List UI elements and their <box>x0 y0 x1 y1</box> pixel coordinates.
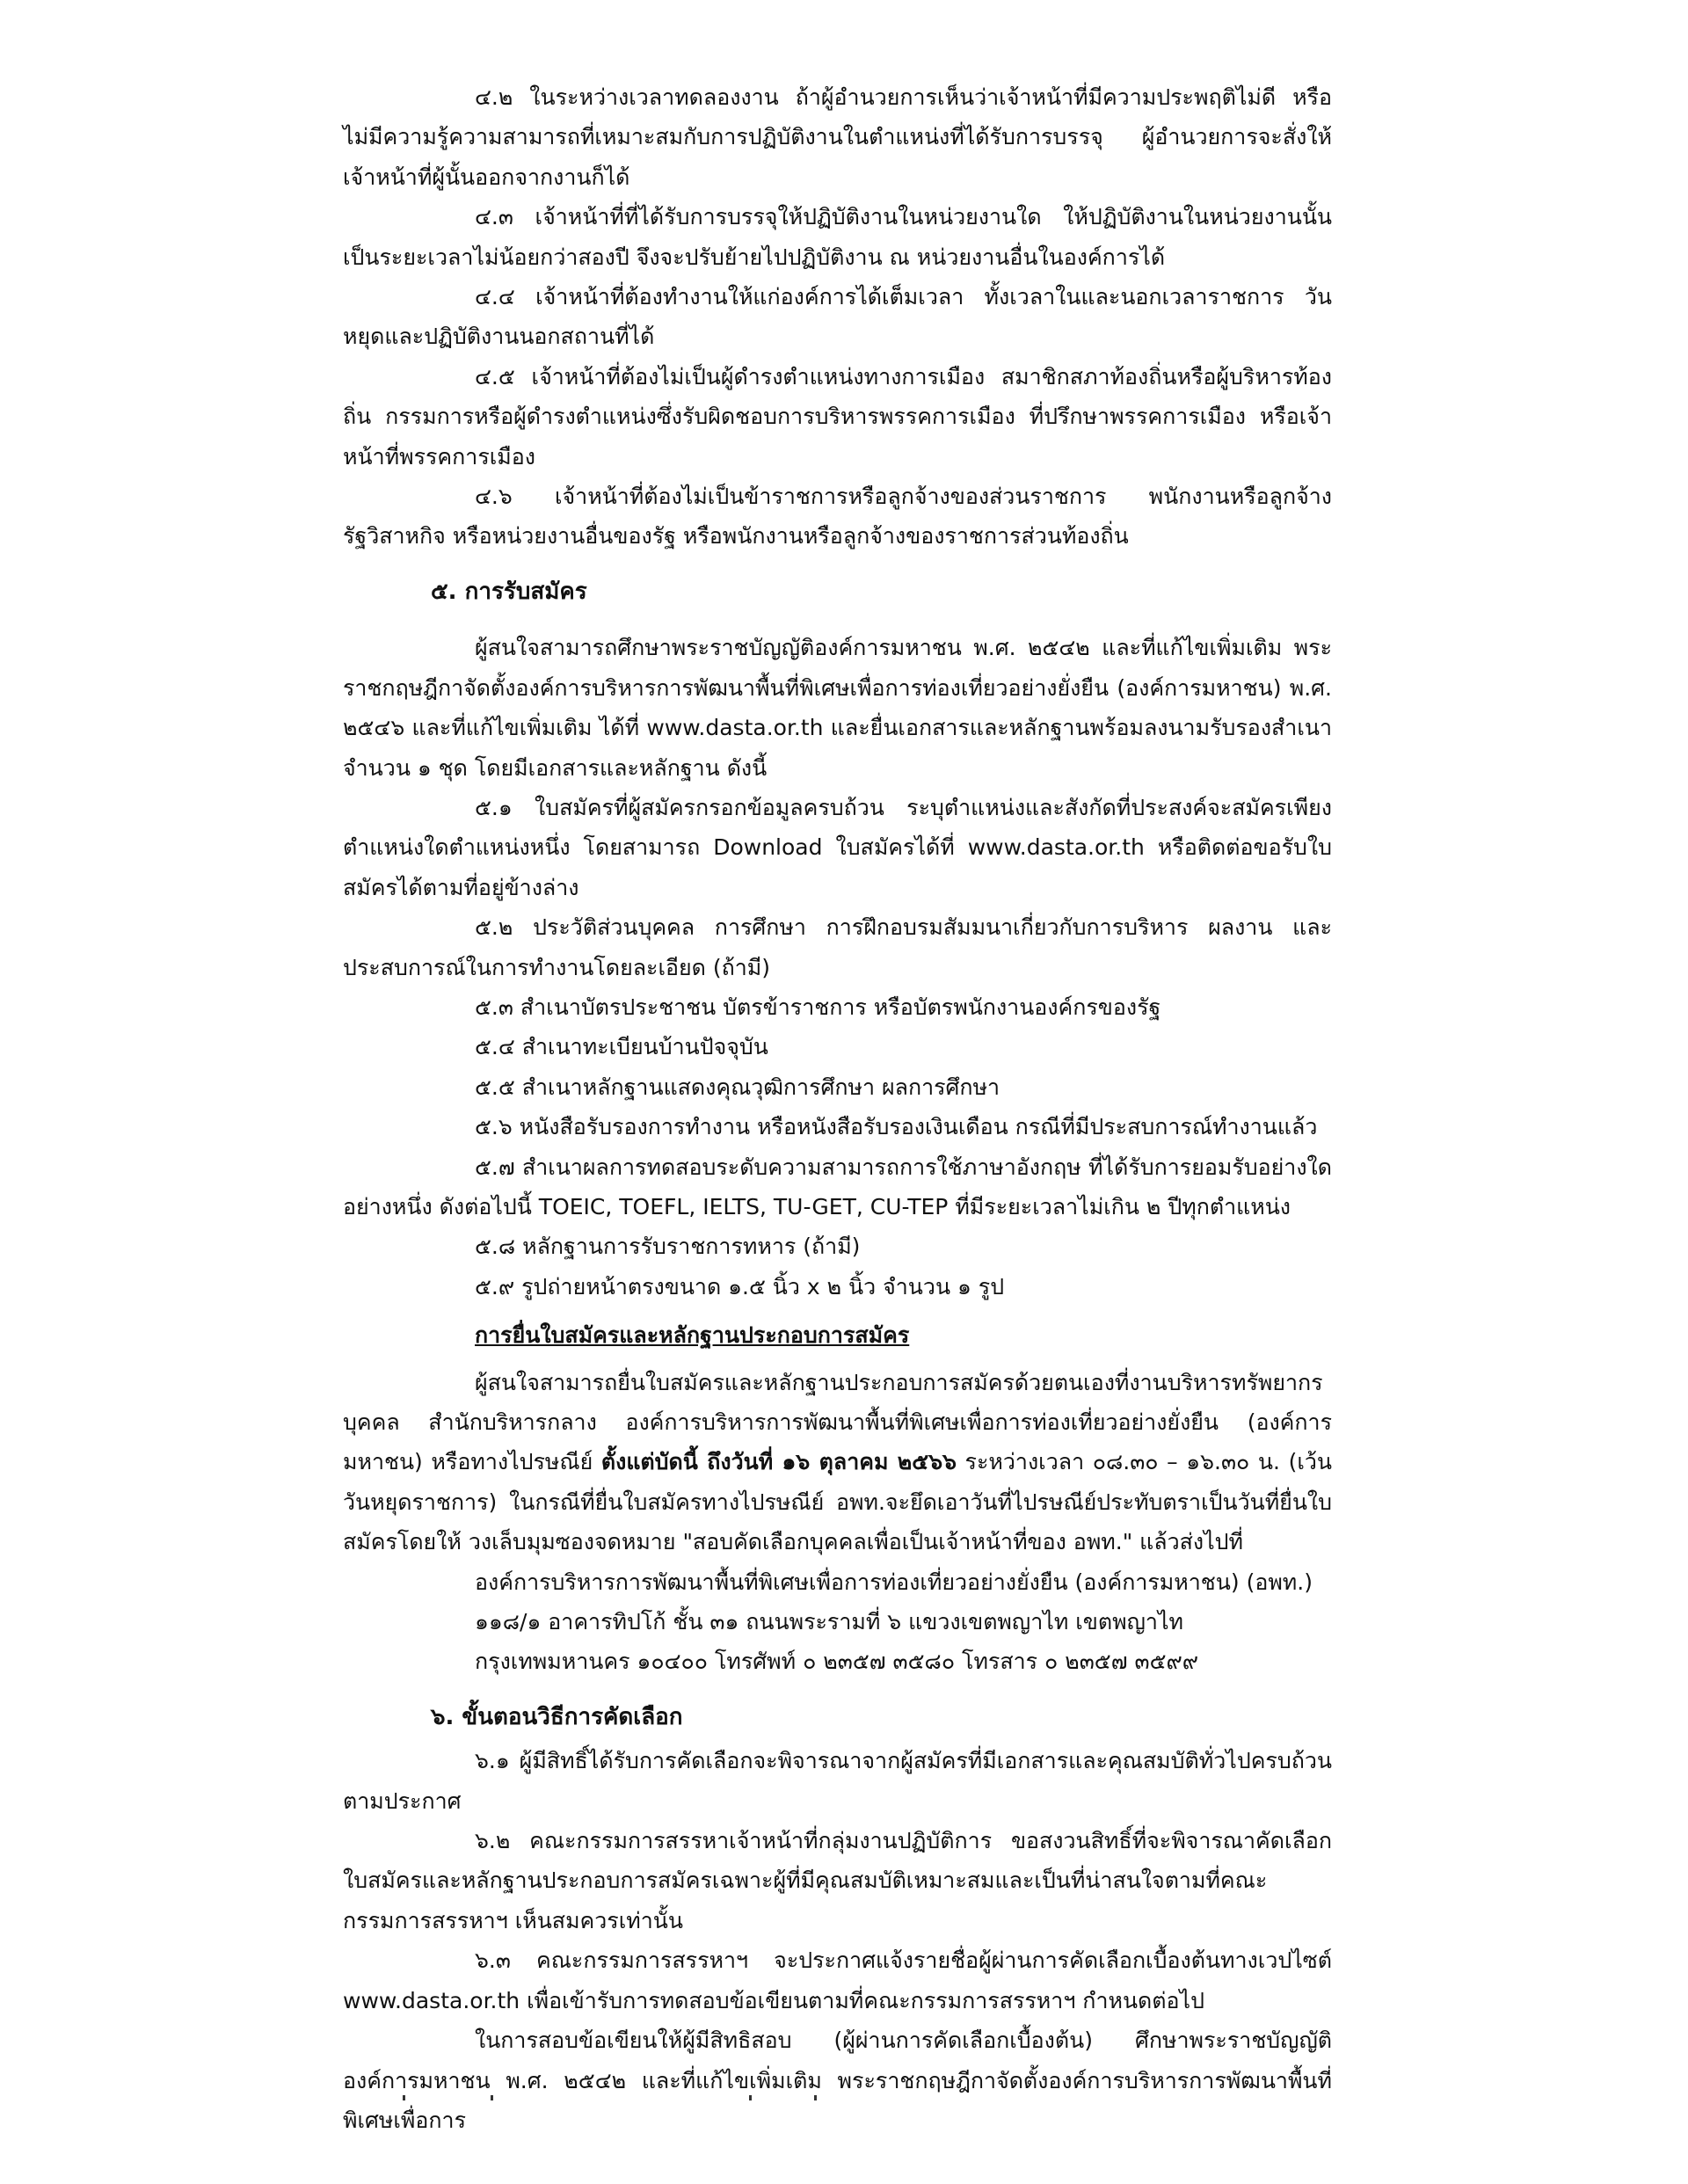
clause-5-8: ๕.๘ หลักฐานการรับราชการทหาร (ถ้ามี) <box>475 1234 861 1260</box>
submission-text-b: ระหว่างเวลา ๐๘.๓๐ – ๑๖.๓๐ น. (เว้นวันหยุดราชการ) ในกรณีที่ยื่นใบสมัครทางไปรษณีย์ อพท.จะยึดเอาวันที่ไปรษณีย์ประทับตราเป็นวันที่ยื่นใบสมัครโดยให้ วงเล็บมุมซองจดหมาย "สอบคัดเลือกบุคคลเพื่อเป็นเจ้าหน้าที่ของ อพท." แล้วส่งไปที่ <box>343 1449 1332 1555</box>
exam-paragraph: ในการสอบข้อเขียนให้ผู้มีสิทธิสอบ (ผู้ผ่านการคัดเลือกเบื้องต้น) ศึกษาพระราชบัญญัติองค์การมหาชน พ.ศ. ๒๕๔๒ และที่แก้ไขเพิ่มเติม พระราชกฤษฎีกาจัดตั้งองค์การบริหารการพัฒนาพื้นที่พิเศษเพื่อการ <box>343 2027 1332 2133</box>
clause-5-4: ๕.๔ สำเนาทะเบียนบ้านปัจจุบัน <box>475 1034 768 1060</box>
clause-4-4: ๔.๔ เจ้าหน้าที่ต้องทำงานให้แก่องค์การได้เต็มเวลา ทั้งเวลาในและนอกเวลาราชการ วันหยุดและปฏิบัติงานนอกสถานที่ได้ <box>343 284 1332 350</box>
clause-5-1: ๕.๑ ใบสมัครที่ผู้สมัครกรอกข้อมูลครบถ้วน ระบุตำแหน่งและสังกัดที่ประสงค์จะสมัครเพียงตำแหน่งใดตำแหน่งหนึ่ง โดยสามารถ Download ใบสมัครได้ที่ www.dasta.or.th หรือติดต่อขอรับใบสมัครได้ตามที่อยู่ข้างล่าง <box>343 794 1332 900</box>
document-body <box>343 77 1332 2140</box>
submission-deadline: ตั้งแต่บัดนี้ ถึงวันที่ ๑๖ ตุลาคม ๒๕๖๖ <box>600 1449 957 1475</box>
clause-6-2: ๖.๒ คณะกรรมการสรรหาเจ้าหน้าที่กลุ่มงานปฏิบัติการ ขอสงวนสิทธิ์ที่จะพิจารณาคัดเลือกใบสมัครและหลักฐานประกอบการสมัครเฉพาะผู้ที่มีคุณสมบัติเหมาะสมและเป็นที่น่าสนใจตามที่คณะกรรมการสรรหาฯ เห็นสมควรเท่านั้น <box>343 1828 1332 1933</box>
submission-paragraph <box>343 1363 1332 1562</box>
clause-5-5: ๕.๕ สำเนาหลักฐานแสดงคุณวุฒิการศึกษา ผลการศึกษา <box>475 1074 1000 1100</box>
clause-5-6: ๕.๖ หนังสือรับรองการทำงาน หรือหนังสือรับรองเงินเดือน กรณีที่มีประสบการณ์ทำงานแล้ว <box>475 1114 1318 1140</box>
submission-text-a: ผู้สนใจสามารถยื่นใบสมัครและหลักฐานประกอบการสมัครด้วยตนเองที่งานบริหารทรัพยากรบุคคล สำนักบริหารกลาง องค์การบริหารการพัฒนาพื้นที่พิเศษเพื่อการท่องเที่ยวอย่างยั่งยืน (องค์การมหาชน) หรือทางไปรษณีย์ <box>343 1369 1332 1475</box>
address-line-3: กรุงเทพมหานคร ๑๐๔๐๐ โทรศัพท์ ๐ ๒๓๕๗ ๓๕๘๐ โทรสาร ๐ ๒๓๕๗ ๓๕๙๙ <box>475 1649 1199 1675</box>
clause-5-3: ๕.๓ สำเนาบัตรประชาชน บัตรข้าราชการ หรือบัตรพนักงานองค์กรของรัฐ <box>475 994 1161 1020</box>
clause-5-9: ๕.๙ รูปถ่ายหน้าตรงขนาด ๑.๕ นิ้ว x ๒ นิ้ว จำนวน ๑ รูป <box>475 1273 1005 1299</box>
clause-5-7: ๕.๗ สำเนาผลการทดสอบระดับความสามารถการใช้ภาษาอังกฤษ ที่ได้รับการยอมรับอย่างใดอย่างหนึ่ง ดังต่อไปนี้ TOEIC, TOEFL, IELTS, TU-GET, CU-TEP ที่มีระยะเวลาไม่เกิน ๒ ปีทุกตำแหน่ง <box>343 1154 1332 1219</box>
clause-4-5: ๔.๕ เจ้าหน้าที่ต้องไม่เป็นผู้ดำรงตำแหน่งทางการเมือง สมาชิกสภาท้องถิ่นหรือผู้บริหารท้องถิ่น กรรมการหรือผู้ดำรงตำแหน่งซึ่งรับผิดชอบการบริหารพรรคการเมือง ที่ปรึกษาพรรคการเมือง หรือเจ้าหน้าที่พรรคการเมือง <box>343 363 1332 470</box>
page-bottom-marks <box>396 2095 923 2106</box>
clause-6-3: ๖.๓ คณะกรรมการสรรหาฯ จะประกาศแจ้งรายชื่อผู้ผ่านการคัดเลือกเบื้องต้นทางเวปไซต์ www.dasta.or.th เพื่อเข้ารับการทดสอบข้อเขียนตามที่คณะกรรมการสรรหาฯ กำหนดต่อไป <box>343 1947 1332 2013</box>
clause-5-2: ๕.๒ ประวัติส่วนบุคคล การศึกษา การฝึกอบรมสัมมนาเกี่ยวกับการบริหาร ผลงาน และประสบการณ์ในการทำงานโดยละเอียด (ถ้ามี) <box>343 914 1332 980</box>
address-line-2: ๑๑๘/๑ อาคารทิปโก้ ชั้น ๓๑ ถนนพระรามที่ ๖ แขวงเขตพญาไท เขตพญาไท <box>475 1609 1183 1635</box>
section-5-heading: ๕. การรับสมัคร <box>431 578 587 605</box>
address-line-1: องค์การบริหารการพัฒนาพื้นที่พิเศษเพื่อการท่องเที่ยวอย่างยั่งยืน (องค์การมหาชน) (อพท.) <box>475 1569 1313 1595</box>
clause-4-2: ๔.๒ ในระหว่างเวลาทดลองงาน ถ้าผู้อำนวยการเห็นว่าเจ้าหน้าที่มีความประพฤติไม่ดี หรือไม่มีความรู้ความสามารถที่เหมาะสมกับการปฏิบัติงานในตำแหน่งที่ได้รับการบรรจุ ผู้อำนวยการจะสั่งให้เจ้าหน้าที่ผู้นั้นออกจากงานก็ได้ <box>343 84 1332 190</box>
section-5-intro: ผู้สนใจสามารถศึกษาพระราชบัญญัติองค์การมหาชน พ.ศ. ๒๕๔๒ และที่แก้ไขเพิ่มเติม พระราชกฤษฎีกาจัดตั้งองค์การบริหารการพัฒนาพื้นที่พิเศษเพื่อการท่องเที่ยวอย่างยั่งยืน (องค์การมหาชน) พ.ศ. ๒๕๔๖ และที่แก้ไขเพิ่มเติม ได้ที่ www.dasta.or.th และยื่นเอกสารและหลักฐานพร้อมลงนามรับรองสำเนา จำนวน ๑ ชุด โดยมีเอกสารและหลักฐาน ดังนี้ <box>343 635 1332 781</box>
clause-4-3: ๔.๓ เจ้าหน้าที่ที่ได้รับการบรรจุให้ปฏิบัติงานในหน่วยงานใด ให้ปฏิบัติงานในหน่วยงานนั้นเป็นระยะเวลาไม่น้อยกว่าสองปี จึงจะปรับย้ายไปปฏิบัติงาน ณ หน่วยงานอื่นในองค์การได้ <box>343 204 1332 270</box>
clause-4-6: ๔.๖ เจ้าหน้าที่ต้องไม่เป็นข้าราชการหรือลูกจ้างของส่วนราชการ พนักงานหรือลูกจ้างรัฐวิสาหกิจ หรือหน่วยงานอื่นของรัฐ หรือพนักงานหรือลูกจ้างของราชการส่วนท้องถิ่น <box>343 484 1332 550</box>
section-6-heading: ๖. ขั้นตอนวิธีการคัดเลือก <box>431 1703 683 1730</box>
submission-heading: การยื่นใบสมัครและหลักฐานประกอบการสมัคร <box>475 1322 910 1349</box>
clause-6-1: ๖.๑ ผู้มีสิทธิ์ได้รับการคัดเลือกจะพิจารณาจากผู้สมัครที่มีเอกสารและคุณสมบัติทั่วไปครบถ้วนตามประกาศ <box>343 1748 1332 1814</box>
